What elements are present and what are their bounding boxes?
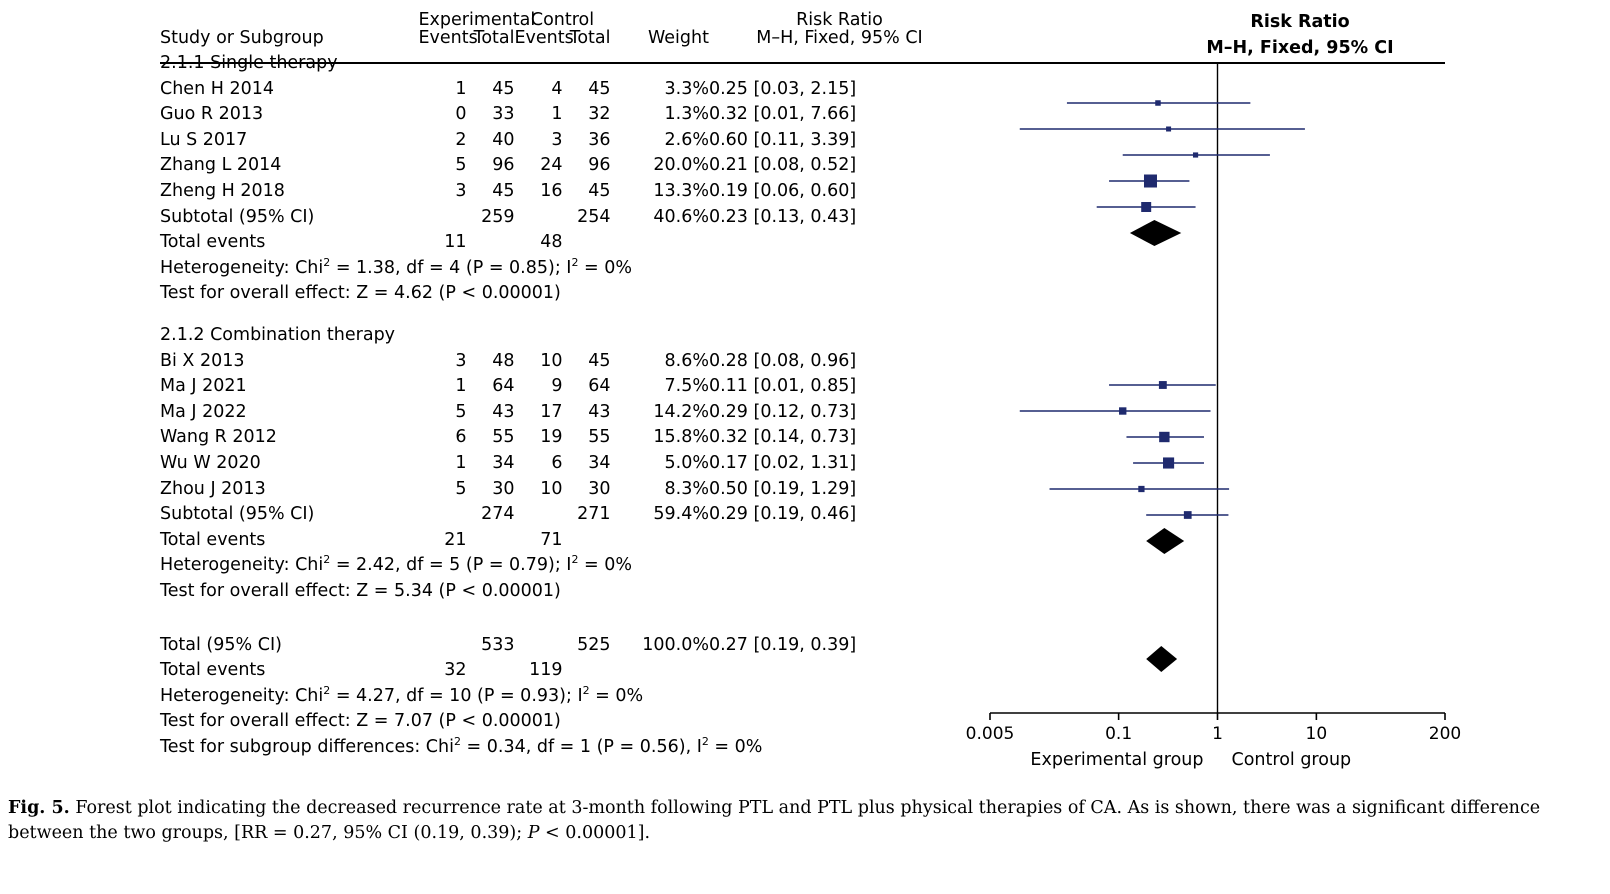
- study-name: Zhou J 2013: [160, 478, 266, 499]
- ctl-events: 4: [551, 78, 563, 99]
- study-name: Chen H 2014: [160, 78, 274, 99]
- ctl-total: 64: [588, 376, 611, 397]
- caption-label: Fig. 5.: [8, 798, 70, 818]
- exp-total: 48: [492, 350, 515, 371]
- exp-events: 1: [455, 376, 467, 397]
- heterogeneity-row: [160, 680, 970, 706]
- study-name: Zhang L 2014: [160, 155, 282, 176]
- total-events-row: [160, 654, 970, 680]
- subgroup-label-2: 2.1.2 Combination therapy: [160, 325, 396, 346]
- exp-total: 40: [492, 129, 515, 150]
- svg-text:0.1: 0.1: [1105, 724, 1133, 744]
- weight: 1.3%: [664, 104, 709, 125]
- grand-total-row: [160, 628, 970, 654]
- ctl-total: 43: [588, 401, 611, 422]
- exp-events: 3: [455, 350, 467, 371]
- subtotal-row: [160, 201, 970, 227]
- rr-text: 0.50 [0.19, 1.29]: [708, 478, 857, 499]
- total-events-exp: 21: [444, 529, 467, 550]
- subtotal-label: Subtotal (95% CI): [160, 206, 315, 227]
- study-name: Guo R 2013: [160, 104, 264, 125]
- weight: 3.3%: [664, 78, 709, 99]
- weight: 8.6%: [664, 350, 709, 371]
- header-risk-ratio-text: Risk Ratio: [796, 10, 883, 30]
- ctl-total: 36: [588, 129, 611, 150]
- study-name: Wu W 2020: [160, 453, 261, 473]
- group-header-row: [160, 12, 970, 30]
- caption-text: Forest plot indicating the decreased recurrence rate at 3-month following PTL and PTL plus physical therapies of CA. As is shown, there was a significant difference between the two groups, [RR = 0.27, 95% CI (0.19, 0.39); P < 0.00001].: [8, 798, 1541, 844]
- exp-events: 6: [455, 427, 467, 448]
- exp-total: 64: [492, 376, 515, 397]
- svg-text:1: 1: [1212, 724, 1223, 744]
- weight: 7.5%: [664, 376, 709, 397]
- overall-effect-row: [160, 705, 970, 731]
- col-rr-method: M–H, Fixed, 95% CI: [756, 27, 923, 48]
- table-row: [160, 124, 970, 150]
- grand-total-ctl-total: 525: [577, 634, 611, 655]
- subtotal-exp-total: 274: [481, 504, 515, 525]
- ctl-events: 19: [540, 427, 563, 448]
- total-events-label: Total events: [160, 232, 266, 253]
- total-events-exp: 11: [444, 232, 467, 253]
- ctl-total: 45: [588, 350, 611, 371]
- total-events-ctl: 71: [540, 529, 563, 550]
- table-row: [160, 396, 970, 422]
- ctl-events: 3: [551, 129, 563, 150]
- weight: 14.2%: [653, 401, 709, 422]
- ctl-events: 9: [551, 376, 563, 397]
- ctl-events: 10: [540, 350, 563, 371]
- heterogeneity-row: [160, 549, 970, 575]
- ctl-total: 30: [588, 478, 611, 499]
- axis-label-right: Control group: [1231, 750, 1352, 770]
- grand-total-weight: 100.0%: [642, 634, 709, 655]
- col-exp-events: Events: [418, 27, 478, 48]
- ctl-total: 45: [588, 78, 611, 99]
- rr-text: 0.32 [0.01, 7.66]: [708, 104, 857, 125]
- exp-events: 5: [455, 155, 467, 176]
- col-study: Study or Subgroup: [160, 27, 324, 48]
- column-header-row: [160, 30, 970, 48]
- col-ctl-total: Total: [569, 27, 611, 48]
- subgroup-diff-row: [160, 731, 970, 757]
- weight: 15.8%: [653, 427, 709, 448]
- subtotal-ctl-total: 271: [577, 504, 611, 525]
- overall-effect-text-2: Test for overall effect: Z = 5.34 (P < 0.00001): [160, 580, 561, 601]
- rr-text: 0.19 [0.06, 0.60]: [708, 181, 857, 202]
- exp-total: 96: [492, 155, 515, 176]
- heterogeneity-text-2: Heterogeneity: Chi$^2$ = 2.42, df = 5 (P = 0.79); $I^2 = 0\%$: [160, 553, 633, 576]
- total-events-label: Total events: [160, 660, 266, 681]
- weight: 2.6%: [664, 129, 709, 150]
- col-weight: Weight: [648, 27, 709, 48]
- ctl-events: 10: [540, 478, 563, 499]
- subgroup-heading-row: [160, 47, 970, 73]
- total-events-label: Total events: [160, 529, 266, 550]
- exp-total: 33: [492, 104, 515, 125]
- subgroup-heading-row: [160, 319, 970, 345]
- rr-text: 0.11 [0.01, 0.85]: [708, 376, 857, 397]
- forest-table: [160, 12, 970, 756]
- exp-total: 43: [492, 401, 515, 422]
- grand-total-label: Total (95% CI): [160, 634, 282, 655]
- weight: 13.3%: [653, 181, 709, 202]
- total-events-exp: 32: [444, 660, 467, 681]
- rr-text: 0.28 [0.08, 0.96]: [708, 350, 857, 371]
- study-name: Wang R 2012: [160, 427, 277, 448]
- svg-text:10: 10: [1305, 724, 1328, 744]
- ctl-total: 96: [588, 155, 611, 176]
- study-name: Lu S 2017: [160, 129, 248, 150]
- table-row: [160, 421, 970, 447]
- subtotal-label: Subtotal (95% CI): [160, 504, 315, 525]
- ctl-events: 6: [551, 453, 563, 473]
- table-row: [160, 473, 970, 499]
- overall-effect-text-total: Test for overall effect: Z = 7.07 (P < 0.00001): [160, 711, 561, 732]
- overall-effect-text-1: Test for overall effect: Z = 4.62 (P < 0.00001): [160, 283, 561, 304]
- exp-total: 45: [492, 78, 515, 99]
- ctl-events: 16: [540, 181, 563, 202]
- overall-effect-row: [160, 575, 970, 601]
- col-exp-total: Total: [473, 27, 515, 48]
- total-events-row: [160, 226, 970, 252]
- rr-text: 0.21 [0.08, 0.52]: [708, 155, 857, 176]
- study-name: Bi X 2013: [160, 350, 245, 371]
- exp-events: 5: [455, 478, 467, 499]
- subgroup-difference-text: Test for subgroup differences: Chi$^2$ = 0.34, df = 1 (P = 0.56), $I^2 = 0\%$: [160, 735, 763, 757]
- heterogeneity-row: [160, 252, 970, 278]
- heterogeneity-text-1: Heterogeneity: Chi$^2$ = 1.38, df = 4 (P = 0.85); $I^2 = 0\%$: [160, 256, 633, 278]
- axis-label-left: Experimental group: [1030, 750, 1204, 770]
- subtotal-weight: 40.6%: [653, 206, 709, 227]
- study-name: Ma J 2022: [160, 401, 247, 422]
- grand-total-rr-text: 0.27 [0.19, 0.39]: [708, 634, 857, 655]
- table-row: [160, 98, 970, 124]
- figure-caption: [8, 796, 1602, 847]
- table-row: [160, 73, 970, 99]
- col-ctl-events: Events: [514, 27, 574, 48]
- table-row: [160, 370, 970, 396]
- table-row: [160, 345, 970, 371]
- table-row: [160, 447, 970, 473]
- exp-events: 3: [455, 181, 467, 202]
- exp-events: 1: [455, 78, 467, 99]
- overall-effect-row: [160, 277, 970, 303]
- ctl-total: 34: [588, 453, 611, 473]
- ctl-total: 55: [588, 427, 611, 448]
- table-row: [160, 149, 970, 175]
- exp-events: 5: [455, 401, 467, 422]
- subtotal-weight: 59.4%: [653, 504, 709, 525]
- subtotal-exp-total: 259: [481, 206, 515, 227]
- exp-total: 55: [492, 427, 515, 448]
- rr-text: 0.29 [0.12, 0.73]: [708, 401, 857, 422]
- ctl-events: 1: [551, 104, 563, 125]
- weight: 20.0%: [653, 155, 709, 176]
- subgroup-label-1: 2.1.1 Single therapy: [160, 53, 338, 74]
- ctl-events: 17: [540, 401, 563, 422]
- subtotal-rr-text: 0.23 [0.13, 0.43]: [708, 206, 857, 227]
- exp-events: 0: [455, 104, 467, 125]
- plot-header-method: M–H, Fixed, 95% CI: [1206, 38, 1394, 58]
- exp-events: 1: [455, 453, 467, 473]
- rr-text: 0.32 [0.14, 0.73]: [708, 427, 857, 448]
- exp-total: 45: [492, 181, 515, 202]
- weight: 8.3%: [664, 478, 709, 499]
- rr-text: 0.60 [0.11, 3.39]: [708, 129, 857, 150]
- svg-text:200: 200: [1428, 724, 1462, 744]
- ctl-events: 24: [540, 155, 563, 176]
- exp-events: 2: [455, 129, 467, 150]
- grand-total-exp-total: 533: [481, 634, 515, 655]
- total-events-ctl: 119: [529, 660, 563, 681]
- subtotal-rr-text: 0.29 [0.19, 0.46]: [708, 504, 857, 525]
- plot-header-title: Risk Ratio: [1250, 12, 1350, 32]
- header-control: Control: [530, 10, 595, 30]
- subtotal-ctl-total: 254: [577, 206, 611, 227]
- rr-text: 0.25 [0.03, 2.15]: [708, 78, 857, 99]
- total-events-row: [160, 524, 970, 550]
- total-events-ctl: 48: [540, 232, 563, 253]
- svg-text:0.005: 0.005: [965, 724, 1015, 744]
- ctl-total: 32: [588, 104, 611, 125]
- subtotal-row: [160, 498, 970, 524]
- exp-total: 30: [492, 478, 515, 499]
- study-name: Zheng H 2018: [160, 181, 285, 202]
- weight: 5.0%: [664, 453, 709, 473]
- exp-total: 34: [492, 453, 515, 473]
- ctl-total: 45: [588, 181, 611, 202]
- heterogeneity-text-total: Heterogeneity: Chi$^2$ = 4.27, df = 10 (P = 0.93); $I^2 = 0\%$: [160, 683, 644, 706]
- rr-text: 0.17 [0.02, 1.31]: [708, 453, 857, 473]
- study-name: Ma J 2021: [160, 376, 247, 397]
- header-experimental: Experimental: [418, 10, 536, 30]
- table-row: [160, 175, 970, 201]
